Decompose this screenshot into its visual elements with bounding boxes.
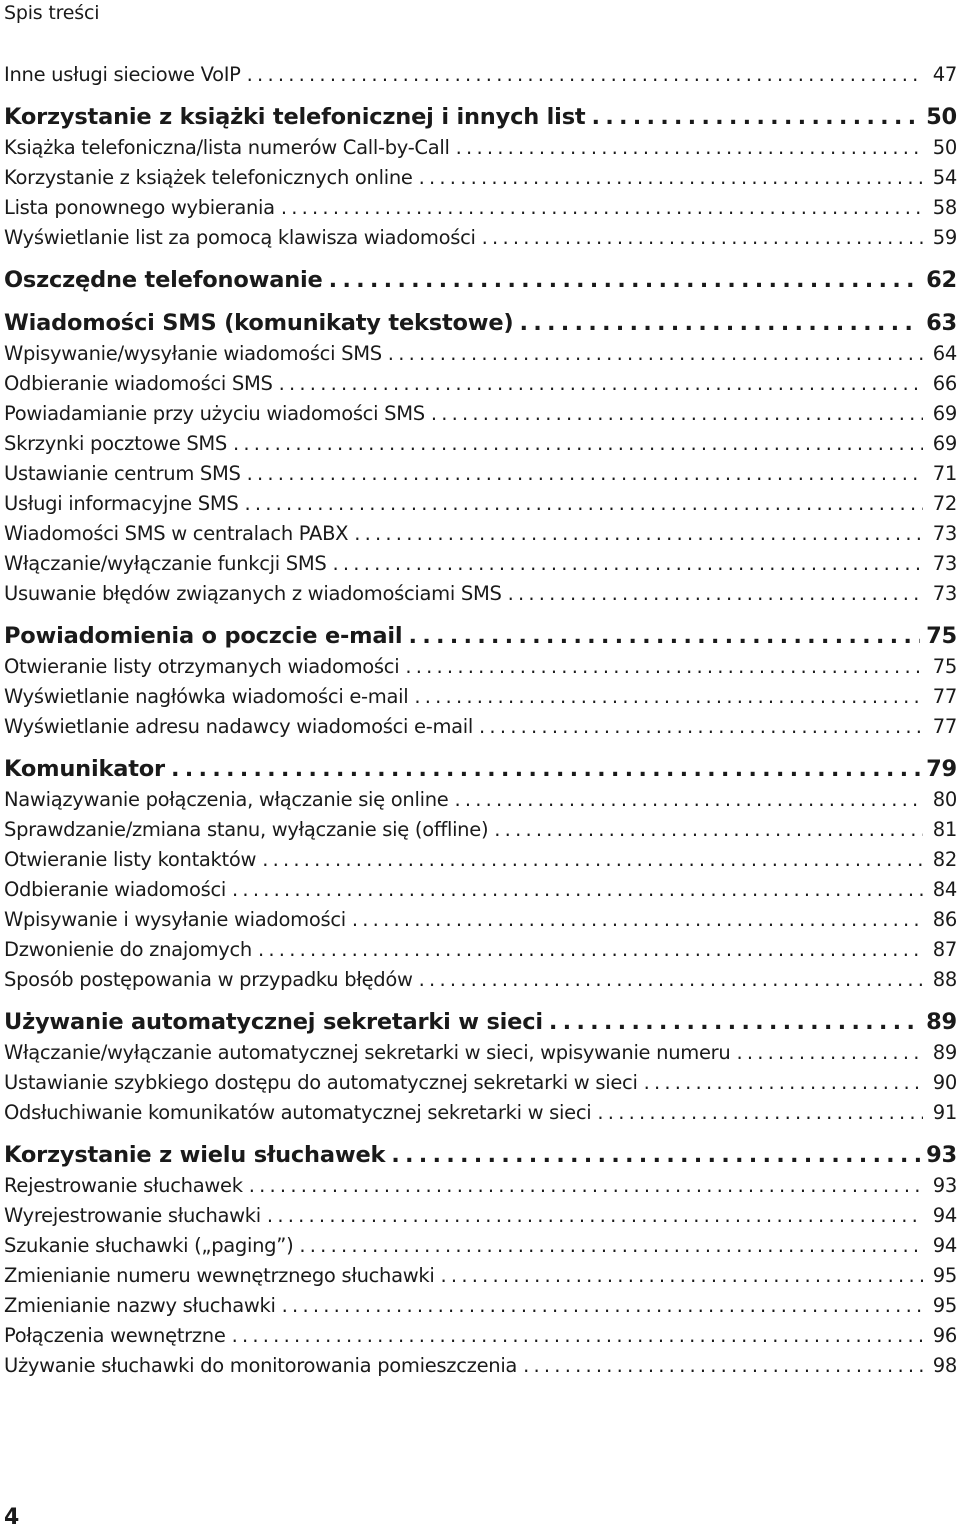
toc-section-entry[interactable]	[4, 785, 957, 815]
toc-section-entry[interactable]	[4, 965, 957, 995]
toc-entry-title: Oszczędne telefonowanie	[4, 267, 323, 293]
toc-entry-page: 69	[932, 402, 957, 425]
toc-section-entry[interactable]	[4, 1291, 957, 1321]
toc-section-entry[interactable]	[4, 652, 957, 682]
toc-chapter-entry[interactable]	[4, 1006, 957, 1038]
toc-entry-title: Ustawianie centrum SMS	[4, 462, 241, 485]
toc-entry-page: 72	[932, 492, 957, 515]
toc-entry-page: 95	[932, 1264, 957, 1287]
toc-section-entry[interactable]	[4, 845, 957, 875]
toc-entry-page: 89	[926, 1009, 957, 1035]
toc-chapter-entry[interactable]	[4, 753, 957, 785]
toc-entry-title: Dzwonienie do znajomych	[4, 938, 252, 961]
toc-dot-leader	[431, 399, 923, 429]
toc-entry-page: 58	[932, 196, 957, 219]
toc-chapter-entry[interactable]	[4, 1139, 957, 1171]
toc-entry-title: Wpisywanie/wysyłanie wiadomości SMS	[4, 342, 382, 365]
toc-entry-title: Połączenia wewnętrzne	[4, 1324, 226, 1347]
toc-dot-leader	[520, 307, 921, 339]
toc-dot-leader	[482, 223, 923, 253]
toc-dot-leader	[262, 845, 923, 875]
toc-dot-leader	[267, 1201, 923, 1231]
toc-entry-title: Książka telefoniczna/lista numerów Call-by-Call	[4, 136, 450, 159]
toc-dot-leader	[391, 1139, 920, 1171]
toc-entry-title: Otwieranie listy otrzymanych wiadomości	[4, 655, 400, 678]
toc-entry-page: 64	[932, 342, 957, 365]
toc-entry-page: 77	[932, 685, 957, 708]
toc-section-entry[interactable]	[4, 193, 957, 223]
toc-dot-leader	[333, 549, 924, 579]
toc-dot-leader	[414, 682, 923, 712]
toc-entry-page: 89	[932, 1041, 957, 1064]
toc-entry-title: Odbieranie wiadomości SMS	[4, 372, 273, 395]
toc-section-entry[interactable]	[4, 459, 957, 489]
toc-entry-title: Wyświetlanie adresu nadawcy wiadomości e-mail	[4, 715, 474, 738]
toc-entry-page: 82	[932, 848, 957, 871]
toc-entry-page: 59	[932, 226, 957, 249]
toc-entry-page: 73	[932, 582, 957, 605]
toc-dot-leader	[329, 264, 920, 296]
toc-dot-leader	[299, 1231, 923, 1261]
toc-entry-title: Wyrejestrowanie słuchawki	[4, 1204, 261, 1227]
toc-entry-title: Ustawianie szybkiego dostępu do automatycznej sekretarki w sieci	[4, 1071, 638, 1094]
toc-entry-page: 71	[932, 462, 957, 485]
toc-dot-leader	[279, 369, 923, 399]
toc-chapter-entry[interactable]	[4, 264, 957, 296]
toc-section-entry[interactable]	[4, 1171, 957, 1201]
toc-entry-page: 95	[932, 1294, 957, 1317]
toc-dot-leader	[494, 815, 923, 845]
section-header: Spis treści	[4, 2, 100, 24]
toc-entry-title: Używanie słuchawki do monitorowania pomieszczenia	[4, 1354, 518, 1377]
toc-dot-leader	[232, 875, 923, 905]
toc-entry-title: Korzystanie z książek telefonicznych online	[4, 166, 413, 189]
toc-section-entry[interactable]	[4, 549, 957, 579]
toc-dot-leader	[479, 712, 923, 742]
toc-dot-leader	[354, 519, 923, 549]
toc-entry-page: 96	[932, 1324, 957, 1347]
toc-entry-title: Korzystanie z wielu słuchawek	[4, 1142, 386, 1168]
toc-entry-page: 73	[932, 522, 957, 545]
toc-dot-leader	[405, 652, 923, 682]
toc-entry-title: Wiadomości SMS w centralach PABX	[4, 522, 349, 545]
toc-dot-leader	[247, 459, 923, 489]
toc-dot-leader	[232, 1321, 923, 1351]
toc-entry-page: 50	[926, 104, 957, 130]
toc-dot-leader	[597, 1098, 923, 1128]
toc-entry-page: 94	[932, 1204, 957, 1227]
toc-entry-title: Skrzynki pocztowe SMS	[4, 432, 227, 455]
toc-dot-leader	[419, 965, 923, 995]
toc-dot-leader	[282, 1291, 923, 1321]
toc-entry-page: 47	[932, 63, 957, 86]
toc-entry-page: 88	[932, 968, 957, 991]
toc-entry-title: Nawiązywanie połączenia, włączanie się online	[4, 788, 449, 811]
toc-dot-leader	[419, 163, 923, 193]
toc-entry-page: 94	[932, 1234, 957, 1257]
toc-dot-leader	[388, 339, 923, 369]
toc-section-entry[interactable]	[4, 712, 957, 742]
toc-dot-leader	[591, 101, 920, 133]
toc-entry-title: Zmienianie nazwy słuchawki	[4, 1294, 276, 1317]
toc-entry-title: Usługi informacyjne SMS	[4, 492, 239, 515]
toc-entry-title: Powiadomienia o poczcie e-mail	[4, 623, 403, 649]
toc-entry-title: Inne usługi sieciowe VoIP	[4, 63, 241, 86]
toc-entry-page: 91	[932, 1101, 957, 1124]
toc-entry-page: 81	[932, 818, 957, 841]
toc-dot-leader	[523, 1351, 923, 1381]
toc-section-entry[interactable]	[4, 163, 957, 193]
toc-entry-page: 73	[932, 552, 957, 575]
toc-entry-title: Sposób postępowania w przypadku błędów	[4, 968, 413, 991]
table-of-contents	[4, 60, 957, 1381]
toc-entry-page: 84	[932, 878, 957, 901]
toc-section-entry[interactable]	[4, 905, 957, 935]
toc-dot-leader	[508, 579, 923, 609]
toc-entry-title: Wiadomości SMS (komunikaty tekstowe)	[4, 310, 514, 336]
toc-section-entry[interactable]	[4, 815, 957, 845]
toc-entry-title: Wyświetlanie nagłówka wiadomości e-mail	[4, 685, 409, 708]
toc-dot-leader	[171, 753, 920, 785]
toc-section-entry[interactable]	[4, 489, 957, 519]
toc-entry-page: 90	[932, 1071, 957, 1094]
toc-dot-leader	[281, 193, 923, 223]
toc-entry-title: Lista ponownego wybierania	[4, 196, 275, 219]
toc-dot-leader	[233, 429, 923, 459]
toc-entry-title: Usuwanie błędów związanych z wiadomościami SMS	[4, 582, 502, 605]
toc-section-entry[interactable]	[4, 1231, 957, 1261]
toc-entry-title: Powiadamianie przy użyciu wiadomości SMS	[4, 402, 425, 425]
toc-entry-title: Rejestrowanie słuchawek	[4, 1174, 243, 1197]
toc-entry-title: Korzystanie z książki telefonicznej i innych list	[4, 104, 586, 130]
toc-entry-page: 75	[926, 623, 957, 649]
page-number: 4	[4, 1505, 20, 1530]
toc-dot-leader	[258, 935, 923, 965]
toc-entry-title: Włączanie/wyłączanie automatycznej sekretarki w sieci, wpisywanie numeru	[4, 1041, 731, 1064]
toc-entry-title: Odbieranie wiadomości	[4, 878, 227, 901]
toc-entry-title: Komunikator	[4, 756, 165, 782]
toc-entry-title: Włączanie/wyłączanie funkcji SMS	[4, 552, 327, 575]
toc-entry-title: Otwieranie listy kontaktów	[4, 848, 257, 871]
toc-entry-page: 98	[932, 1354, 957, 1377]
toc-entry-page: 66	[932, 372, 957, 395]
toc-entry-page: 86	[932, 908, 957, 931]
toc-chapter-entry[interactable]	[4, 307, 957, 339]
toc-dot-leader	[549, 1006, 920, 1038]
toc-section-entry[interactable]	[4, 519, 957, 549]
toc-dot-leader	[244, 489, 923, 519]
toc-dot-leader	[247, 60, 923, 90]
toc-section-entry[interactable]	[4, 682, 957, 712]
toc-entry-page: 80	[932, 788, 957, 811]
toc-entry-page: 63	[926, 310, 957, 336]
toc-entry-title: Używanie automatycznej sekretarki w sieci	[4, 1009, 543, 1035]
toc-entry-page: 87	[932, 938, 957, 961]
toc-dot-leader	[249, 1171, 923, 1201]
toc-entry-page: 69	[932, 432, 957, 455]
toc-section-entry[interactable]	[4, 399, 957, 429]
toc-dot-leader	[644, 1068, 923, 1098]
toc-entry-page: 79	[926, 756, 957, 782]
toc-section-entry[interactable]	[4, 1261, 957, 1291]
toc-entry-page: 93	[926, 1142, 957, 1168]
toc-entry-page: 93	[932, 1174, 957, 1197]
toc-section-entry[interactable]	[4, 875, 957, 905]
toc-entry-title: Szukanie słuchawki („paging”)	[4, 1234, 294, 1257]
toc-dot-leader	[454, 785, 923, 815]
toc-entry-title: Wpisywanie i wysyłanie wiadomości	[4, 908, 346, 931]
toc-entry-page: 50	[932, 136, 957, 159]
toc-section-entry[interactable]	[4, 339, 957, 369]
toc-entry-title: Zmienianie numeru wewnętrznego słuchawki	[4, 1264, 435, 1287]
toc-chapter-entry[interactable]	[4, 101, 957, 133]
toc-dot-leader	[456, 133, 923, 163]
toc-entry-page: 62	[926, 267, 957, 293]
toc-entry-title: Wyświetlanie list za pomocą klawisza wiadomości	[4, 226, 476, 249]
toc-dot-leader	[736, 1038, 923, 1068]
toc-entry-page: 77	[932, 715, 957, 738]
toc-entry-title: Odsłuchiwanie komunikatów automatycznej sekretarki w sieci	[4, 1101, 592, 1124]
toc-section-entry[interactable]	[4, 369, 957, 399]
toc-section-entry[interactable]	[4, 60, 957, 90]
toc-section-entry[interactable]	[4, 1321, 957, 1351]
toc-section-entry[interactable]	[4, 935, 957, 965]
toc-entry-page: 54	[932, 166, 957, 189]
toc-section-entry[interactable]	[4, 1351, 957, 1381]
toc-dot-leader	[441, 1261, 923, 1291]
toc-section-entry[interactable]	[4, 1038, 957, 1068]
toc-chapter-entry[interactable]	[4, 620, 957, 652]
toc-section-entry[interactable]	[4, 133, 957, 163]
toc-section-entry[interactable]	[4, 429, 957, 459]
toc-section-entry[interactable]	[4, 1201, 957, 1231]
toc-dot-leader	[352, 905, 923, 935]
toc-section-entry[interactable]	[4, 223, 957, 253]
toc-entry-title: Sprawdzanie/zmiana stanu, wyłączanie się (offline)	[4, 818, 489, 841]
toc-entry-page: 75	[932, 655, 957, 678]
toc-section-entry[interactable]	[4, 1068, 957, 1098]
toc-section-entry[interactable]	[4, 579, 957, 609]
toc-section-entry[interactable]	[4, 1098, 957, 1128]
toc-dot-leader	[408, 620, 920, 652]
